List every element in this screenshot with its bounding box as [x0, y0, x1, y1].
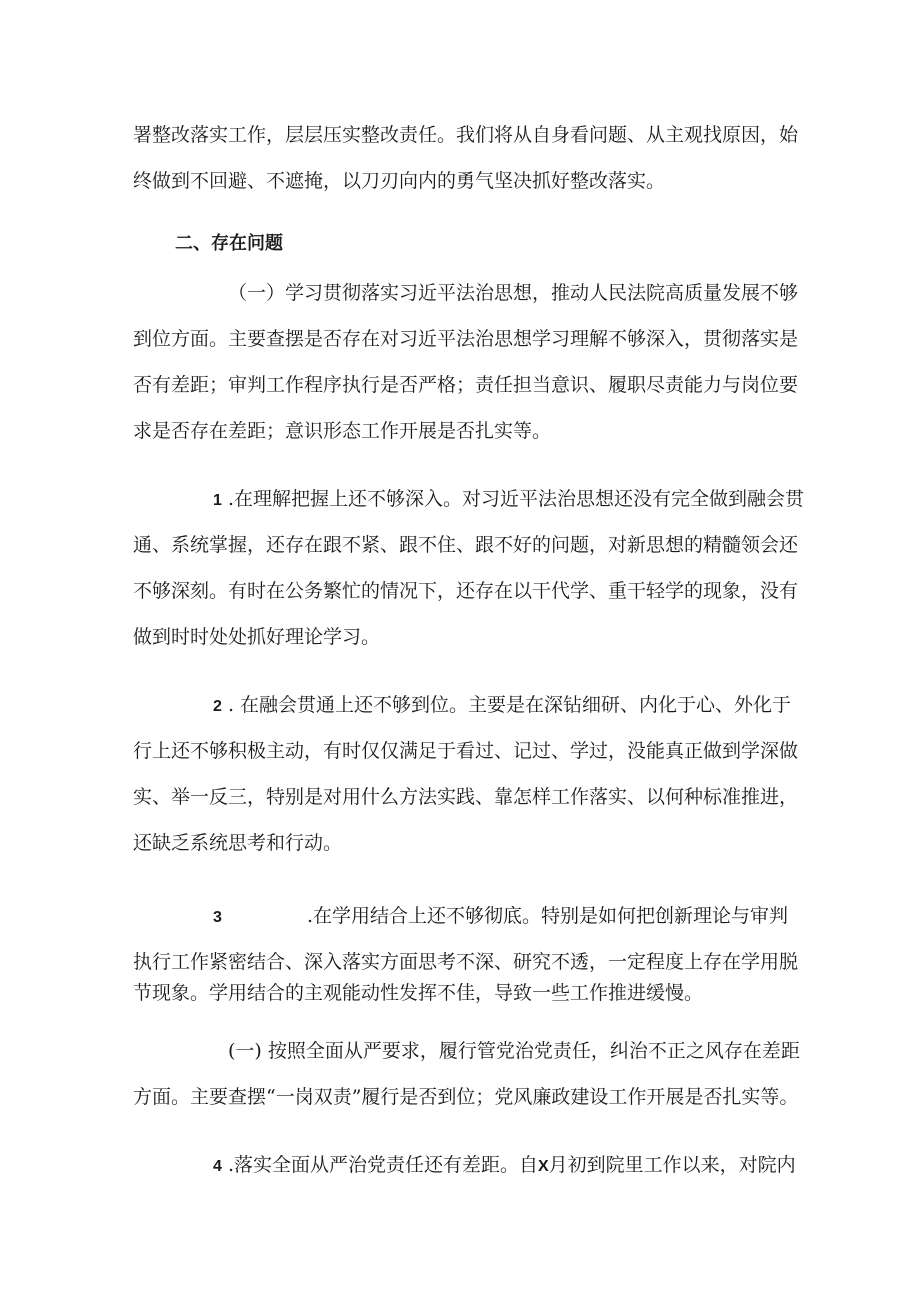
- item-2-text: . 在融会贯通上还不够到位。主要是在深钻细研、内化于心、外化于: [227, 694, 792, 716]
- intro-line-2: 终做到不回避、不遮掩，以刀刃向内的勇气坚决抓好整改落实。: [133, 170, 666, 192]
- section-heading: 二、存在问题: [175, 233, 283, 254]
- item-2-line-1: [213, 692, 791, 720]
- item-4-text-b: 月初到院里工作以来，对院内: [548, 1154, 796, 1176]
- item-1-text: .在理解把握上还不够深入。对习近平法治思想还没有完全做到融会贯: [227, 488, 804, 510]
- paragraph-one-line-4: 求是否存在差距；意识形态工作开展是否扎实等。: [133, 420, 552, 442]
- paragraph-one-line-2: 到位方面。主要查摆是否存在对习近平法治思想学习理解不够深入，贯彻落实是: [133, 328, 799, 350]
- item-3-line-3: 节现象。学用结合的主观能动性发挥不佳，导致一些工作推进缓慢。: [133, 982, 704, 1004]
- item-3-number: 3: [213, 909, 222, 926]
- item-1-line-4: 做到时时处处抓好理论学习。: [133, 626, 381, 648]
- item-2-line-4: 还缺乏系统思考和行动。: [133, 832, 343, 854]
- item-4-text-a: .落实全面从严治党责任还有差距。自: [227, 1154, 538, 1176]
- item-1-line-1: [213, 486, 804, 514]
- item-1-number: 1: [213, 492, 222, 509]
- item-4-month-mark: X: [538, 1158, 549, 1175]
- item-3-line-2: 执行工作紧密结合、深入落实方面思考不深、研究不透，一定程度上存在学用脱: [133, 951, 799, 973]
- paragraph-one-line-1: （一）学习贯彻落实习近平法治思想，推动人民法院高质量发展不够: [228, 282, 799, 304]
- paragraph-two-line-2: 方面。主要查摆“一岗双责”履行是否到位；党风廉政建设工作开展是否扎实等。: [133, 1086, 799, 1108]
- item-1-line-3: 不够深刻。有时在公务繁忙的情况下，还存在以干代学、重干轻学的现象，没有: [133, 580, 799, 602]
- item-3-line-1: .在学用结合上还不够彻底。特别是如何把创新理论与审判: [307, 905, 789, 927]
- item-2-line-3: 实、举一反三，特别是对用什么方法实践、靠怎样工作落实、以何种标准推进，: [133, 786, 799, 808]
- item-1-line-2: 通、系统掌握，还存在跟不紧、跟不住、跟不好的问题，对新思想的精髓领会还: [133, 534, 799, 556]
- item-2-line-2: 行上还不够积极主动，有时仅仅满足于看过、记过、学过，没能真正做到学深做: [133, 740, 799, 762]
- paragraph-one-line-3: 否有差距；审判工作程序执行是否严格；责任担当意识、履职尽责能力与岗位要: [133, 374, 799, 396]
- item-4-number: 4: [213, 1158, 222, 1175]
- item-2-number: 2: [213, 698, 222, 715]
- item-3-number-line: [213, 903, 222, 931]
- paragraph-two-line-1: (一) 按照全面从严要求，履行管党治党责任，纠治不正之风存在差距: [228, 1040, 800, 1062]
- intro-line-1: 署整改落实工作，层层压实整改责任。我们将从自身看问题、从主观找原因，始: [133, 124, 799, 146]
- item-4-line-1: [213, 1152, 796, 1180]
